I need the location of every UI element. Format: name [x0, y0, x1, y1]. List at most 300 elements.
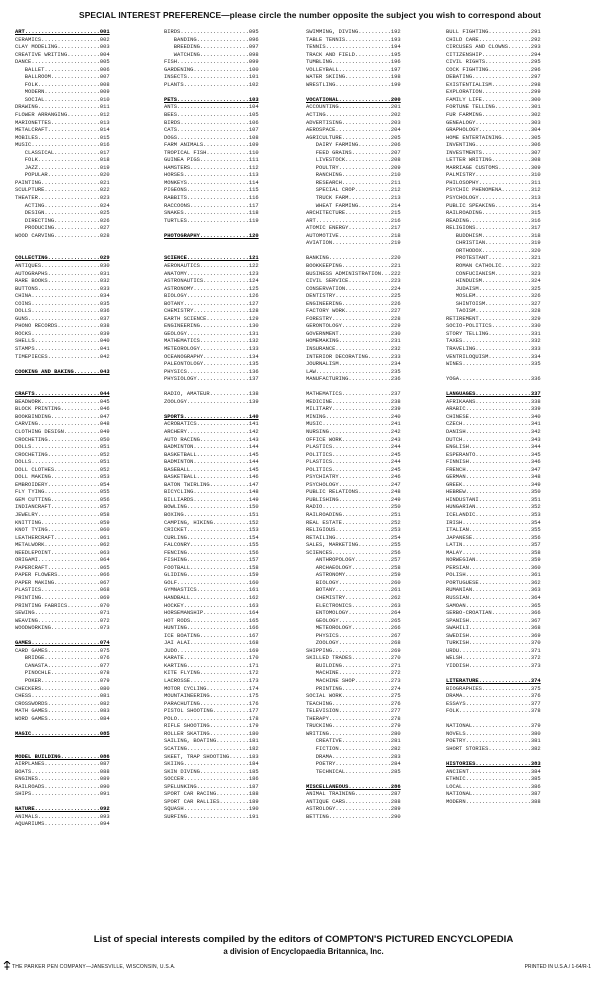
- interest-item: CROSSWORDS................082: [15, 699, 110, 707]
- interest-item: ROMAN CATHOLIC.........322: [446, 261, 541, 269]
- spacer: [446, 753, 570, 761]
- interest-item: ORIGAMI...................064: [15, 556, 110, 564]
- interest-item: FOLK......................378: [446, 707, 541, 715]
- interest-item: GUINEA PIGS...............111: [164, 156, 259, 164]
- interest-item: JUDO......................169: [164, 646, 259, 654]
- spacer: [15, 375, 139, 383]
- spacer: [306, 88, 430, 96]
- interest-item: SPECIAL CROP...........212: [306, 186, 401, 194]
- category-heading: HISTORIES.................383: [446, 760, 541, 768]
- interest-item: KARTING...................171: [164, 661, 259, 669]
- category-heading: SPORTS....................140: [164, 412, 259, 420]
- interest-item: JOURNALISM................234: [306, 360, 401, 368]
- interest-item: RUSSIAN...................364: [446, 594, 541, 602]
- interest-item: PRODUCING..............027: [15, 224, 110, 232]
- interest-item: CLASSICAL..............017: [15, 148, 110, 156]
- interest-item: PARACHUTING...............176: [164, 699, 259, 707]
- interest-item: NURSING...................242: [306, 427, 401, 435]
- interest-item: FARM ANIMALS..............109: [164, 141, 259, 149]
- interest-item: ENGINES...................089: [15, 775, 110, 783]
- interest-item: JEWELRY...................058: [15, 511, 110, 518]
- interest-item: FENCING...................156: [164, 548, 259, 556]
- interest-item: SAILING, BOATING..........181: [164, 737, 259, 745]
- interest-item: BILLIARDS.................149: [164, 495, 259, 503]
- interest-item: CONSERVATION..............224: [306, 284, 401, 292]
- interest-item: PALMISTRY.................310: [446, 171, 541, 179]
- interest-item: RACCOONS..................117: [164, 201, 259, 209]
- interest-item: DRAMA..................283: [306, 752, 401, 760]
- interest-item: SEWING....................071: [15, 609, 110, 617]
- interest-item: ACTING....................202: [306, 111, 401, 119]
- interest-item: CIVIL RIGHTS..............295: [446, 58, 541, 66]
- interest-item: MANUFACTURING.............236: [306, 375, 401, 383]
- interest-item: SERBO-CROATIAN............366: [446, 609, 541, 617]
- spacer: [306, 775, 430, 783]
- interest-item: ITALIAN...................355: [446, 526, 541, 534]
- interest-item: RAILROADING...............251: [306, 511, 401, 518]
- interest-item: ASTRONAUTICS..............124: [164, 277, 259, 285]
- interest-item: RANCHING...............210: [306, 171, 401, 179]
- interest-item: RARE BOOKS................032: [15, 277, 110, 285]
- interest-item: SALES, MARKETING..........255: [306, 541, 401, 549]
- interest-item: HINDUSTANI................351: [446, 495, 541, 503]
- interest-item: ANTHROPOLOGY...........257: [306, 556, 401, 564]
- interest-item: HEBREW....................350: [446, 488, 541, 496]
- interest-item: SWAHILI...................368: [446, 624, 541, 632]
- interest-item: CIVIL SERVICE.............223: [306, 277, 401, 285]
- interest-item: RETAILING.................254: [306, 533, 401, 541]
- interest-item: MONKEYS...................114: [164, 178, 259, 186]
- interest-item: PLASTICS..................068: [15, 586, 110, 594]
- interest-item: POLITICS..................245: [306, 450, 401, 458]
- spacer: [446, 368, 570, 376]
- interest-item: JAI ALAI..................168: [164, 639, 259, 647]
- spacer: [15, 745, 139, 753]
- interest-item: FOLK...................008: [15, 80, 110, 88]
- interest-item: HOME ENTERTAINING.........305: [446, 133, 541, 141]
- interest-item: ANIMAL TRAINING...........287: [306, 790, 401, 798]
- interest-item: IRISH.....................354: [446, 518, 541, 526]
- interest-item: GREEK.....................349: [446, 480, 541, 488]
- interest-item: GOLF......................160: [164, 578, 259, 586]
- interest-item: KITE FLYING...............172: [164, 669, 259, 677]
- interest-item: SKEET, TRAP SHOOTING......183: [164, 752, 259, 760]
- interest-item: MOBILES...................015: [15, 133, 110, 141]
- interest-item: POPULAR................020: [15, 171, 110, 179]
- interest-item: WINES.....................335: [446, 360, 541, 368]
- interest-item: WRITING...................280: [306, 729, 401, 737]
- interest-item: ANTS......................104: [164, 103, 259, 111]
- interest-item: RADIO.....................250: [306, 503, 401, 511]
- interest-item: BALLROOM...............007: [15, 73, 110, 81]
- interest-item: INTERIOR DECORATING.......233: [306, 352, 401, 360]
- interest-item: CROCHETING................052: [15, 450, 110, 458]
- interest-item: AFRIKAANS.................338: [446, 397, 541, 405]
- interest-item: FISHING...................157: [164, 556, 259, 564]
- interest-item: HAMSTERS..................112: [164, 163, 259, 171]
- interest-item: DOLLS.....................051: [15, 458, 110, 466]
- interest-item: MARIONETTES...............013: [15, 118, 110, 126]
- interest-item: MINING....................240: [306, 412, 401, 420]
- interest-item: ENGLISH...................344: [446, 443, 541, 451]
- spacer: [15, 798, 139, 806]
- interest-item: BUSINESS ADMINISTRATION...222: [306, 269, 401, 277]
- category-heading: COLLECTING................029: [15, 254, 110, 262]
- interest-item: RABBITS...................116: [164, 194, 259, 202]
- interest-item: ARABIC....................339: [446, 405, 541, 413]
- spacer: [164, 239, 288, 247]
- interest-item: CHINA.....................034: [15, 292, 110, 300]
- interest-item: ANCIENT...................384: [446, 767, 541, 775]
- interest-item: DENTISTRY.................225: [306, 292, 401, 300]
- interest-item: CHESS.....................081: [15, 692, 110, 700]
- interest-item: WOODWORKING...............073: [15, 624, 110, 632]
- interest-item: BETTING...................290: [306, 812, 401, 820]
- interest-item: FOOTBALL..................158: [164, 563, 259, 571]
- print-code: PRINTED IN U.S.A./ 1-64/R-1: [524, 964, 591, 970]
- interest-item: PORTUGUESE................362: [446, 578, 541, 586]
- interest-item: CZECH.....................341: [446, 420, 541, 428]
- interest-item: TIMEPIECES................042: [15, 352, 110, 360]
- interest-item: BIOLOGY...................126: [164, 292, 259, 300]
- interest-item: CREATIVE WRITING..........004: [15, 50, 110, 58]
- interest-item: TELEVISION................277: [306, 707, 401, 715]
- interest-item: PAPER MAKING..............067: [15, 578, 110, 586]
- interest-item: BASKETBALL................145: [164, 450, 259, 458]
- interest-item: ROCKS.....................039: [15, 329, 110, 337]
- interest-item: MACHINE SHOP...........273: [306, 677, 401, 685]
- interest-item: PUBLIC SPEAKING...........314: [446, 201, 541, 209]
- interest-item: FEED GRAINS............207: [306, 148, 401, 156]
- interest-item: PAPERCRAFT................065: [15, 563, 110, 571]
- interest-item: FACTORY WORK..............227: [306, 307, 401, 315]
- interest-item: BREEDING...............097: [164, 43, 259, 51]
- interest-item: DUTCH.....................343: [446, 435, 541, 443]
- interest-item: PLASTICS..................244: [306, 443, 401, 451]
- interest-item: RADIO, AMATEUR............138: [164, 390, 259, 398]
- spacer: [15, 383, 139, 391]
- interest-item: METEOROLOGY............266: [306, 624, 401, 632]
- interest-item: PALEONTOLOGY..............135: [164, 360, 259, 368]
- interest-item: ENGINEERING...............226: [306, 299, 401, 307]
- interest-item: BOXING....................151: [164, 511, 259, 518]
- interest-item: FRENCH....................347: [446, 465, 541, 473]
- interest-item: CAMPING, HIKING...........152: [164, 518, 259, 526]
- interest-item: BOOKBINDING...............047: [15, 412, 110, 420]
- interest-item: HANDBALL..................162: [164, 594, 259, 602]
- interest-item: ANTIQUES..................030: [15, 261, 110, 269]
- interest-item: BUTTONS...................033: [15, 284, 110, 292]
- interest-item: ENGINEERING...............130: [164, 322, 259, 330]
- interest-item: THEATER...................023: [15, 194, 110, 202]
- interest-item: ASTRONOMY.................125: [164, 284, 259, 292]
- interest-item: KARATE....................170: [164, 654, 259, 662]
- spacer: [15, 722, 139, 730]
- interest-item: DANCE.....................005: [15, 58, 110, 66]
- page-title: SPECIAL INTEREST PREFERENCE—please circle the number opposite the subject you wish to correspond about: [79, 10, 541, 20]
- interest-item: POETRY....................381: [446, 737, 541, 745]
- interest-item: METEOROLOGY...............133: [164, 344, 259, 352]
- interest-item: CREATIVE...............281: [306, 737, 401, 745]
- interest-item: ARCHERY...................142: [164, 427, 259, 435]
- interest-item: TRUCK FARM.............213: [306, 194, 401, 202]
- interest-item: BULL FIGHTING.............291: [446, 28, 541, 35]
- interest-item: POULTRY................209: [306, 163, 401, 171]
- interest-item: MEDICINE..................238: [306, 397, 401, 405]
- interest-item: SAMOAN....................365: [446, 601, 541, 609]
- interest-item: MATHEMATICS...............237: [306, 390, 401, 398]
- spacer: [164, 383, 288, 391]
- interest-item: BADMINTON.................144: [164, 458, 259, 466]
- interest-item: CLAY MODELING.............003: [15, 43, 110, 51]
- category-heading: VOCATIONAL................200: [306, 95, 401, 103]
- interest-item: SQUASH....................190: [164, 805, 259, 813]
- interest-item: BEES......................105: [164, 111, 259, 119]
- interest-item: SKILLED TRADES............270: [306, 654, 401, 662]
- interest-item: PHYSIOLOGY................137: [164, 375, 259, 383]
- interest-item: WOOD CARVING..............028: [15, 231, 110, 239]
- interest-item: EXPLORATION...............299: [446, 88, 541, 96]
- interest-item: TURTLES...................119: [164, 216, 259, 224]
- interest-item: TURKISH...................370: [446, 639, 541, 647]
- interest-item: GYMNASTICS................161: [164, 586, 259, 594]
- interest-item: SWEDISH...................369: [446, 631, 541, 639]
- spacer: [306, 247, 430, 255]
- interest-item: LACROSSE..................173: [164, 677, 259, 685]
- interest-item: AVIATION..................219: [306, 239, 401, 247]
- interest-item: EXISTENTIALISM............298: [446, 80, 541, 88]
- interest-item: NORWEGIAN.................359: [446, 556, 541, 564]
- interest-item: ANIMALS...................093: [15, 812, 110, 820]
- interest-item: DANISH....................342: [446, 427, 541, 435]
- interest-item: WRESTLING.................199: [306, 80, 401, 88]
- interest-item: BIOLOGY................260: [306, 578, 401, 586]
- interest-item: BOTANY.................261: [306, 586, 401, 594]
- interest-item: AQUARIUMS.................094: [15, 820, 110, 828]
- interest-item: COINS.....................035: [15, 299, 110, 307]
- interest-item: ROLLER SKATING............180: [164, 729, 259, 737]
- interest-item: FICTION................282: [306, 744, 401, 752]
- interest-item: SOCIAL.................010: [15, 95, 110, 103]
- interest-item: TECHNICAL..............285: [306, 767, 401, 775]
- interest-item: SOCIAL WORK...............275: [306, 692, 401, 700]
- interest-item: RELIGIOUS.................253: [306, 526, 401, 534]
- interest-item: JAPANESE..................356: [446, 533, 541, 541]
- interest-item: BICYCLING.................148: [164, 488, 259, 496]
- interest-item: INSECTS...................101: [164, 73, 259, 81]
- interest-item: TAOISM.................328: [446, 307, 541, 315]
- interest-item: STORY TELLING.............331: [446, 329, 541, 337]
- interest-item: HOMEMAKING................231: [306, 337, 401, 345]
- interest-item: SURFING...................191: [164, 812, 259, 820]
- spacer: [15, 360, 139, 368]
- interest-item: BATON TWIRLING............147: [164, 480, 259, 488]
- interest-item: CHEMISTRY.................128: [164, 307, 259, 315]
- interest-item: TRUCKING..................279: [306, 722, 401, 730]
- interest-item: CHECKERS..................080: [15, 684, 110, 692]
- interest-item: MATH GAMES................083: [15, 707, 110, 715]
- interest-item: BANKING...................220: [306, 254, 401, 262]
- interest-item: TRAVELING.................333: [446, 344, 541, 352]
- interest-item: INVENTING.................306: [446, 141, 541, 149]
- interest-item: BLOCK PRINTING............046: [15, 405, 110, 413]
- interest-column-2: [164, 28, 288, 820]
- interest-item: POKER..................079: [15, 677, 110, 685]
- interest-item: MUSIC.....................241: [306, 420, 401, 428]
- interest-item: OCEANOGRAPHY..............134: [164, 352, 259, 360]
- interest-item: AUTO RACING...............143: [164, 435, 259, 443]
- interest-item: REAL ESTATE...............252: [306, 518, 401, 526]
- interest-item: DRAWING...................011: [15, 103, 110, 111]
- interest-item: COCK FIGHTING.............296: [446, 65, 541, 73]
- interest-item: FISH......................099: [164, 58, 259, 66]
- interest-item: BOOKKEEPING...............221: [306, 261, 401, 269]
- interest-item: WORD GAMES................084: [15, 714, 110, 722]
- interest-item: ARCHITECTURE..............215: [306, 209, 401, 217]
- interest-item: CLOTHING DESIGN...........049: [15, 427, 110, 435]
- interest-item: JAZZ...................019: [15, 163, 110, 171]
- interest-item: SHELLS....................040: [15, 337, 110, 345]
- interest-item: PLASTICS..................244: [306, 458, 401, 466]
- interest-item: PLANTS....................102: [164, 80, 259, 88]
- interest-item: LETTER WRITING............308: [446, 156, 541, 164]
- interest-item: NATIONAL..................387: [446, 790, 541, 798]
- interest-item: BOTANY....................127: [164, 299, 259, 307]
- interest-item: BEADWORK..................045: [15, 397, 110, 405]
- interest-item: MOUNTAINEERING............175: [164, 692, 259, 700]
- interest-item: CHEMISTRY..............262: [306, 594, 401, 602]
- interest-item: PINOCHLE...............078: [15, 669, 110, 677]
- interest-item: PSYCHIC PHENOMENA.........312: [446, 186, 541, 194]
- interest-item: AUTOGRAPHS................031: [15, 269, 110, 277]
- interest-item: ETHNIC....................385: [446, 775, 541, 783]
- interest-item: SHINTOISM..............327: [446, 299, 541, 307]
- interest-item: DRAMA.....................376: [446, 692, 541, 700]
- interest-item: SPELUNKING................187: [164, 782, 259, 790]
- interest-item: TAXES.....................332: [446, 337, 541, 345]
- interest-item: DESIGN.................025: [15, 209, 110, 217]
- interest-item: READING...................316: [446, 216, 541, 224]
- interest-item: VENTRILOQUISM.............334: [446, 352, 541, 360]
- interest-item: AEROSPACE.................204: [306, 126, 401, 134]
- interest-item: GARDENING.................100: [164, 65, 259, 73]
- interest-item: PSYCHOLOGY................247: [306, 480, 401, 488]
- interest-item: FORESTRY..................228: [306, 314, 401, 322]
- interest-item: CARVING...................048: [15, 420, 110, 428]
- interest-item: OFFICE WORK...............243: [306, 435, 401, 443]
- interest-item: YOGA......................336: [446, 375, 541, 383]
- interest-item: ASTROLOGY.................289: [306, 805, 401, 813]
- interest-item: PRINTING...............274: [306, 684, 401, 692]
- interest-item: WELSH.....................372: [446, 654, 541, 662]
- spacer: [306, 383, 430, 391]
- arrow-logo-icon: [3, 961, 11, 970]
- interest-item: METALWORK.................062: [15, 541, 110, 549]
- interest-item: CHILD CARE................292: [446, 35, 541, 43]
- footer-division: a division of Encyclopaedia Britannica, Inc.: [223, 947, 384, 956]
- spacer: [446, 383, 570, 391]
- interest-item: HORSES....................113: [164, 171, 259, 179]
- interest-item: PROTESTANT.............321: [446, 254, 541, 262]
- interest-item: GOVERNMENT................230: [306, 329, 401, 337]
- interest-item: FORTUNE TELLING...........301: [446, 103, 541, 111]
- interest-item: URDU......................371: [446, 646, 541, 654]
- interest-column-4: [446, 28, 570, 805]
- interest-item: FLOWER ARRANGING..........012: [15, 111, 110, 119]
- interest-item: DEBATING..................297: [446, 73, 541, 81]
- interest-item: SKIING....................184: [164, 760, 259, 768]
- interest-item: HOCKEY....................163: [164, 601, 259, 609]
- interest-item: MARRIAGE CUSTOMS..........309: [446, 163, 541, 171]
- interest-item: KNITTING..................059: [15, 518, 110, 526]
- interest-item: ESPERANTO.................345: [446, 450, 541, 458]
- interest-item: BOWLING...................150: [164, 503, 259, 511]
- interest-item: PAINTING..................021: [15, 178, 110, 186]
- interest-item: ACCOUNTING................201: [306, 103, 401, 111]
- interest-item: SHIPS.....................091: [15, 790, 110, 798]
- category-heading: SCIENCE...................121: [164, 254, 259, 262]
- interest-item: BUDDHISM...............318: [446, 231, 541, 239]
- spacer: [164, 224, 288, 232]
- interest-item: GRAPHOLOGY................304: [446, 126, 541, 134]
- interest-item: BASEBALL..................145: [164, 465, 259, 473]
- interest-item: SPORT CAR RALLIES.........189: [164, 797, 259, 805]
- interest-item: RAILROADING...............315: [446, 209, 541, 217]
- interest-item: PHYSICS...................136: [164, 367, 259, 375]
- interest-item: POLO......................178: [164, 714, 259, 722]
- interest-item: SHORT STORIES.............382: [446, 744, 541, 752]
- spacer: [164, 88, 288, 96]
- interest-item: BIOGRAPHIES...............375: [446, 684, 541, 692]
- interest-item: CATS......................107: [164, 126, 259, 134]
- interest-item: HUNGARIAN.................352: [446, 503, 541, 511]
- interest-item: ZOOLOGY................268: [306, 639, 401, 647]
- interest-item: AERONAUTICS...............122: [164, 261, 259, 269]
- interest-item: TRACK AND FIELD...........195: [306, 50, 401, 58]
- interest-item: DOGS......................108: [164, 133, 259, 141]
- interest-item: NOVELS....................380: [446, 729, 541, 737]
- interest-item: ESSAYS....................377: [446, 699, 541, 707]
- interest-item: PAPER FLOWERS.............066: [15, 571, 110, 579]
- interest-item: FOLK...................018: [15, 156, 110, 164]
- spacer: [446, 715, 570, 723]
- interest-item: ZOOLOGY...................139: [164, 397, 259, 405]
- interest-item: RELIGIONS.................317: [446, 224, 541, 232]
- interest-item: SCIENCES..................256: [306, 548, 401, 556]
- interest-item: GLIDING...................159: [164, 571, 259, 579]
- interest-item: CIRCUSES AND CLOWNS.......293: [446, 43, 541, 51]
- interest-item: PHONO RECORDS.............038: [15, 322, 110, 330]
- spacer: [15, 247, 139, 255]
- category-heading: PHOTOGRAPHY...............120: [164, 231, 259, 239]
- interest-item: CERAMICS..................002: [15, 35, 110, 43]
- spacer: [15, 239, 139, 247]
- interest-item: METALCRAFT................014: [15, 126, 110, 134]
- category-heading: COOKING AND BAKING........043: [15, 367, 110, 375]
- interest-item: JUDAISM................325: [446, 284, 541, 292]
- interest-item: ART.......................216: [306, 216, 401, 224]
- interest-item: CITIZENSHIP...............294: [446, 50, 541, 58]
- interest-item: POETRY.................284: [306, 760, 401, 768]
- interest-item: CARD GAMES................075: [15, 646, 110, 654]
- interest-item: EMBROIDERY................054: [15, 480, 110, 488]
- interest-item: LOCAL.....................386: [446, 782, 541, 790]
- interest-item: LATIN.....................357: [446, 541, 541, 549]
- interest-item: TROPICAL FISH.............110: [164, 148, 259, 156]
- category-heading: PETS......................103: [164, 95, 259, 103]
- interest-item: NATIONAL..................379: [446, 722, 541, 730]
- interest-item: TEACHING..................276: [306, 699, 401, 707]
